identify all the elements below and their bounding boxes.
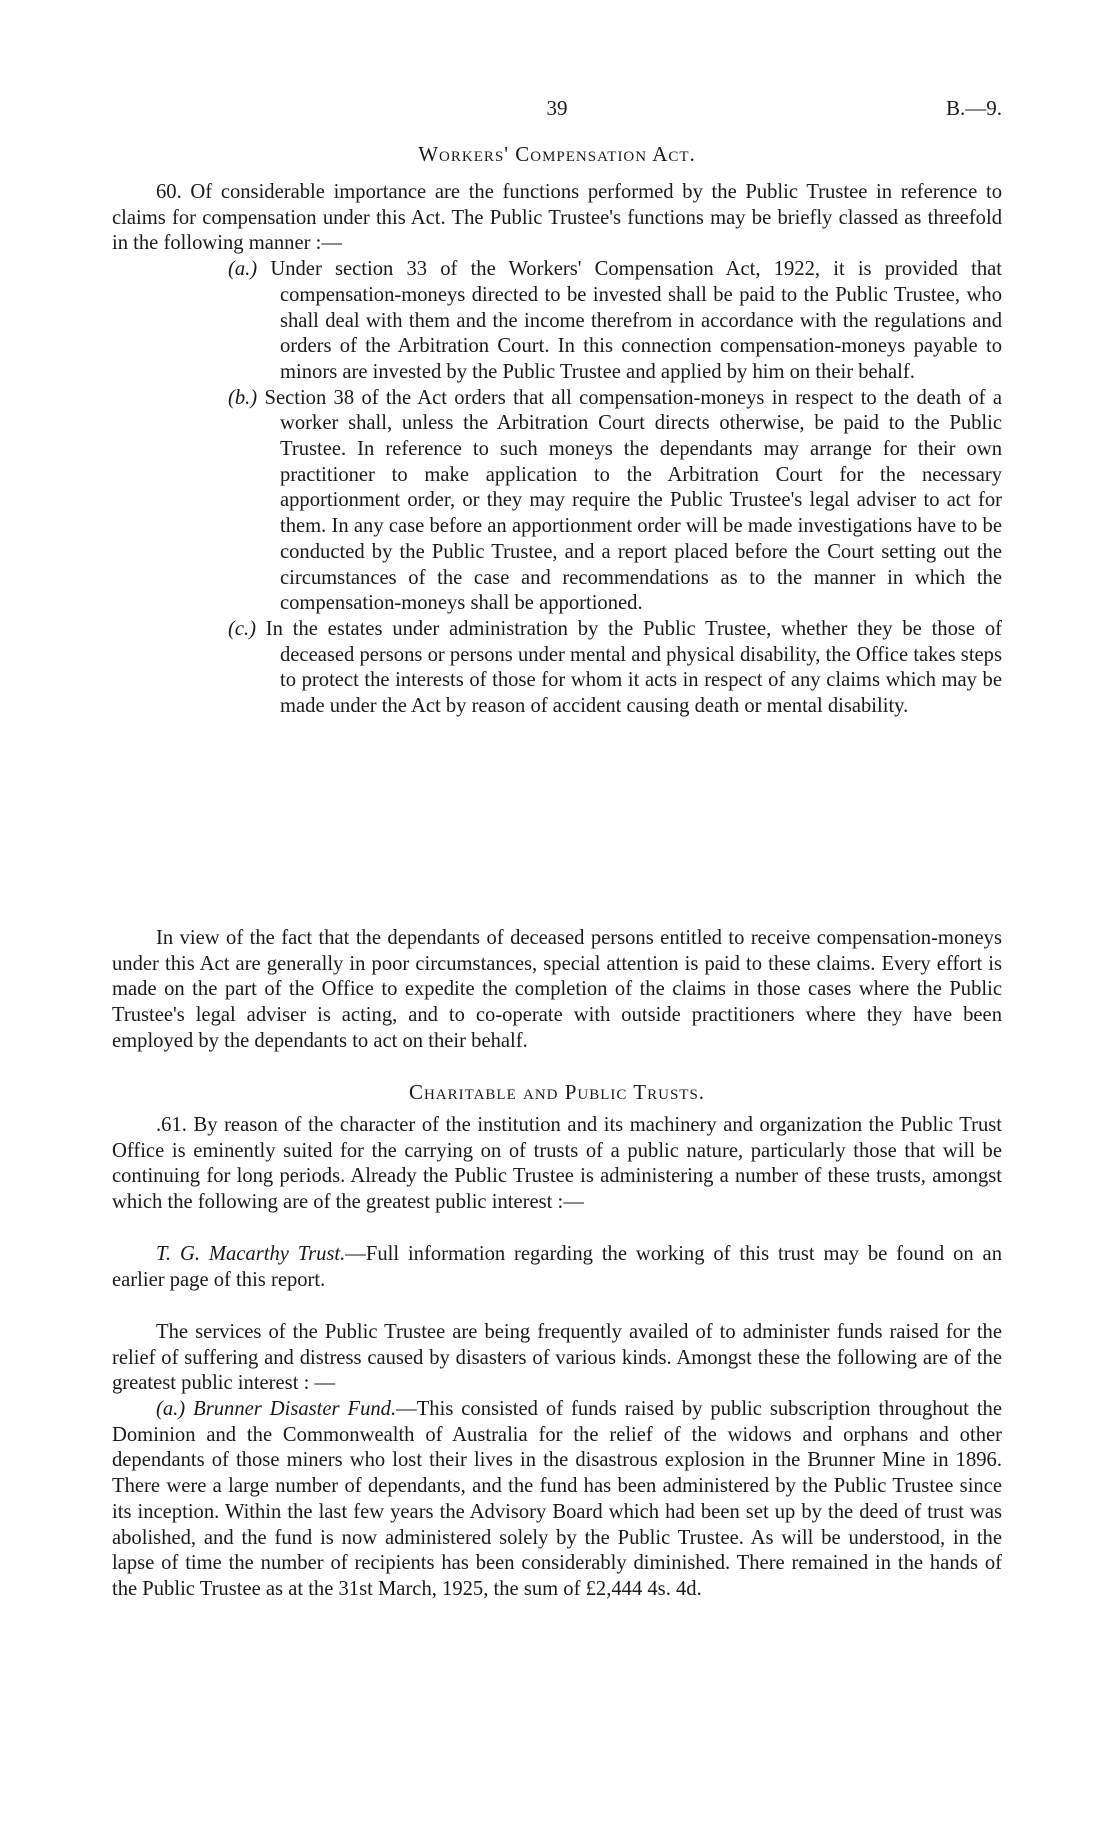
paragraph-60: 60. Of considerable importance are the functions performed by the Public Trustee in reference to claims for compensation under this Act. The Public Trustee's functions may be briefly classed as threefold in the following manner :—	[112, 181, 1002, 255]
paragraph-61-block	[112, 1113, 1002, 1216]
section-heading-workers-compensation: Workers' Compensation Act.	[418, 142, 696, 166]
section-heading-charitable-trusts: Charitable and Public Trusts.	[408, 1080, 706, 1104]
brunner-fund-title: Brunner Disaster Fund.	[193, 1398, 397, 1420]
item-text: Under section 33 of the Workers' Compensation Act, 1922, it is provided that compensation-moneys directed to be invested shall be paid to the Public Trustee, who shall deal with them and the income therefrom in accordance with the regulations and orders of the Arbitration Court. In this connection compensation-moneys payable to minors are invested by the Public Trustee and applied by him on their behalf.	[270, 258, 1002, 383]
item-marker: (a.)	[228, 258, 258, 281]
closing-paragraph-block	[112, 926, 1002, 1055]
paragraph-61: .61. By reason of the character of the institution and its machinery and organization the Public Trust Office is eminently suited for the carrying on of trusts of a public nature, particularly those that will be continuing for long periods. Already the Public Trustee is administering a number of these trusts, amongst which the following are of the greatest public interest :—	[112, 1114, 1002, 1214]
brunner-marker: (a.)	[156, 1398, 186, 1420]
brunner-fund-block	[112, 1397, 1002, 1603]
macarthy-trust-block	[112, 1242, 1002, 1293]
macarthy-trust-text: —Full information regarding the working of this trust may be found on an earlier page of this report.	[112, 1243, 1002, 1291]
item-marker: (b.)	[228, 386, 258, 409]
item-text: In the estates under administration by the Public Trustee, whether they be those of deceased persons or persons under mental and physical disability, the Office takes steps to protect the interests of those for whom it acts in respect of any claims which may be made under the Act by reason of accident causing death or mental disability.	[265, 617, 1002, 718]
list-item-c	[112, 617, 1002, 720]
paragraph-services: The services of the Public Trustee are being frequently availed of to administer funds raised for the relief of suffering and distress caused by disasters of various kinds. Amongst these the following are of the greatest public interest : —	[112, 1321, 1002, 1395]
paragraph-brunner-fund	[112, 1397, 1002, 1603]
item-text: Section 38 of the Act orders that all compensation-moneys in respect to the death of a worker shall, unless the Arbitration Court directs otherwise, be paid to the Public Trustee. In reference to such moneys the dependants may arrange for their own practitioner to make application to the Arbitration Court for the necessary apportionment order, or they may require the Public Trustee's legal adviser to act for them. In any case before an apportionment order will be made investigations have to be conducted by the Public Trustee, and a report placed before the Court setting out the circumstances of the case and recommendations as to the manner in which the compensation-moneys shall be apportioned.	[264, 386, 1002, 615]
page-number: 39	[546, 96, 568, 120]
list-item-a	[112, 257, 1002, 386]
paragraph-closing: In view of the fact that the dependants of deceased persons entitled to receive compensation-moneys under this Act are generally in poor circumstances, special attention is paid to these claims. Every effort is made on the part of the Office to expedite the completion of the claims in those cases where the Public Trustee's legal adviser is acting, and to co-operate with outside practitioners where they have been employed by the dependants to act on their behalf.	[112, 927, 1002, 1052]
brunner-fund-text: —This consisted of funds raised by public subscription throughout the Dominion and the Commonwealth of Australia for the relief of the widows and orphans and other dependants of those miners who lost their lives in the disastrous explosion in the Brunner Mine in 1896. There were a large number of dependants, and the fund has been administered by the Public Trustee since its inception. Within the last few years the Advisory Board which had been set up by the deed of trust was abolished, and the fund is now administered solely by the Public Trustee. As will be understood, in the lapse of time the number of recipients has been considerably diminished. There remained in the hands of the Public Trustee as at the 31st March, 1925, the sum of £2,444 4s. 4d.	[112, 1398, 1002, 1600]
macarthy-trust-title: T. G. Macarthy Trust.	[156, 1243, 346, 1265]
item-marker: (c.)	[228, 617, 257, 640]
page-reference: B.—9.	[945, 96, 1002, 120]
paragraph-macarthy-trust	[112, 1242, 1002, 1293]
section-workers-compensation	[112, 180, 1002, 720]
list-item-b	[112, 386, 1002, 617]
services-block	[112, 1320, 1002, 1397]
